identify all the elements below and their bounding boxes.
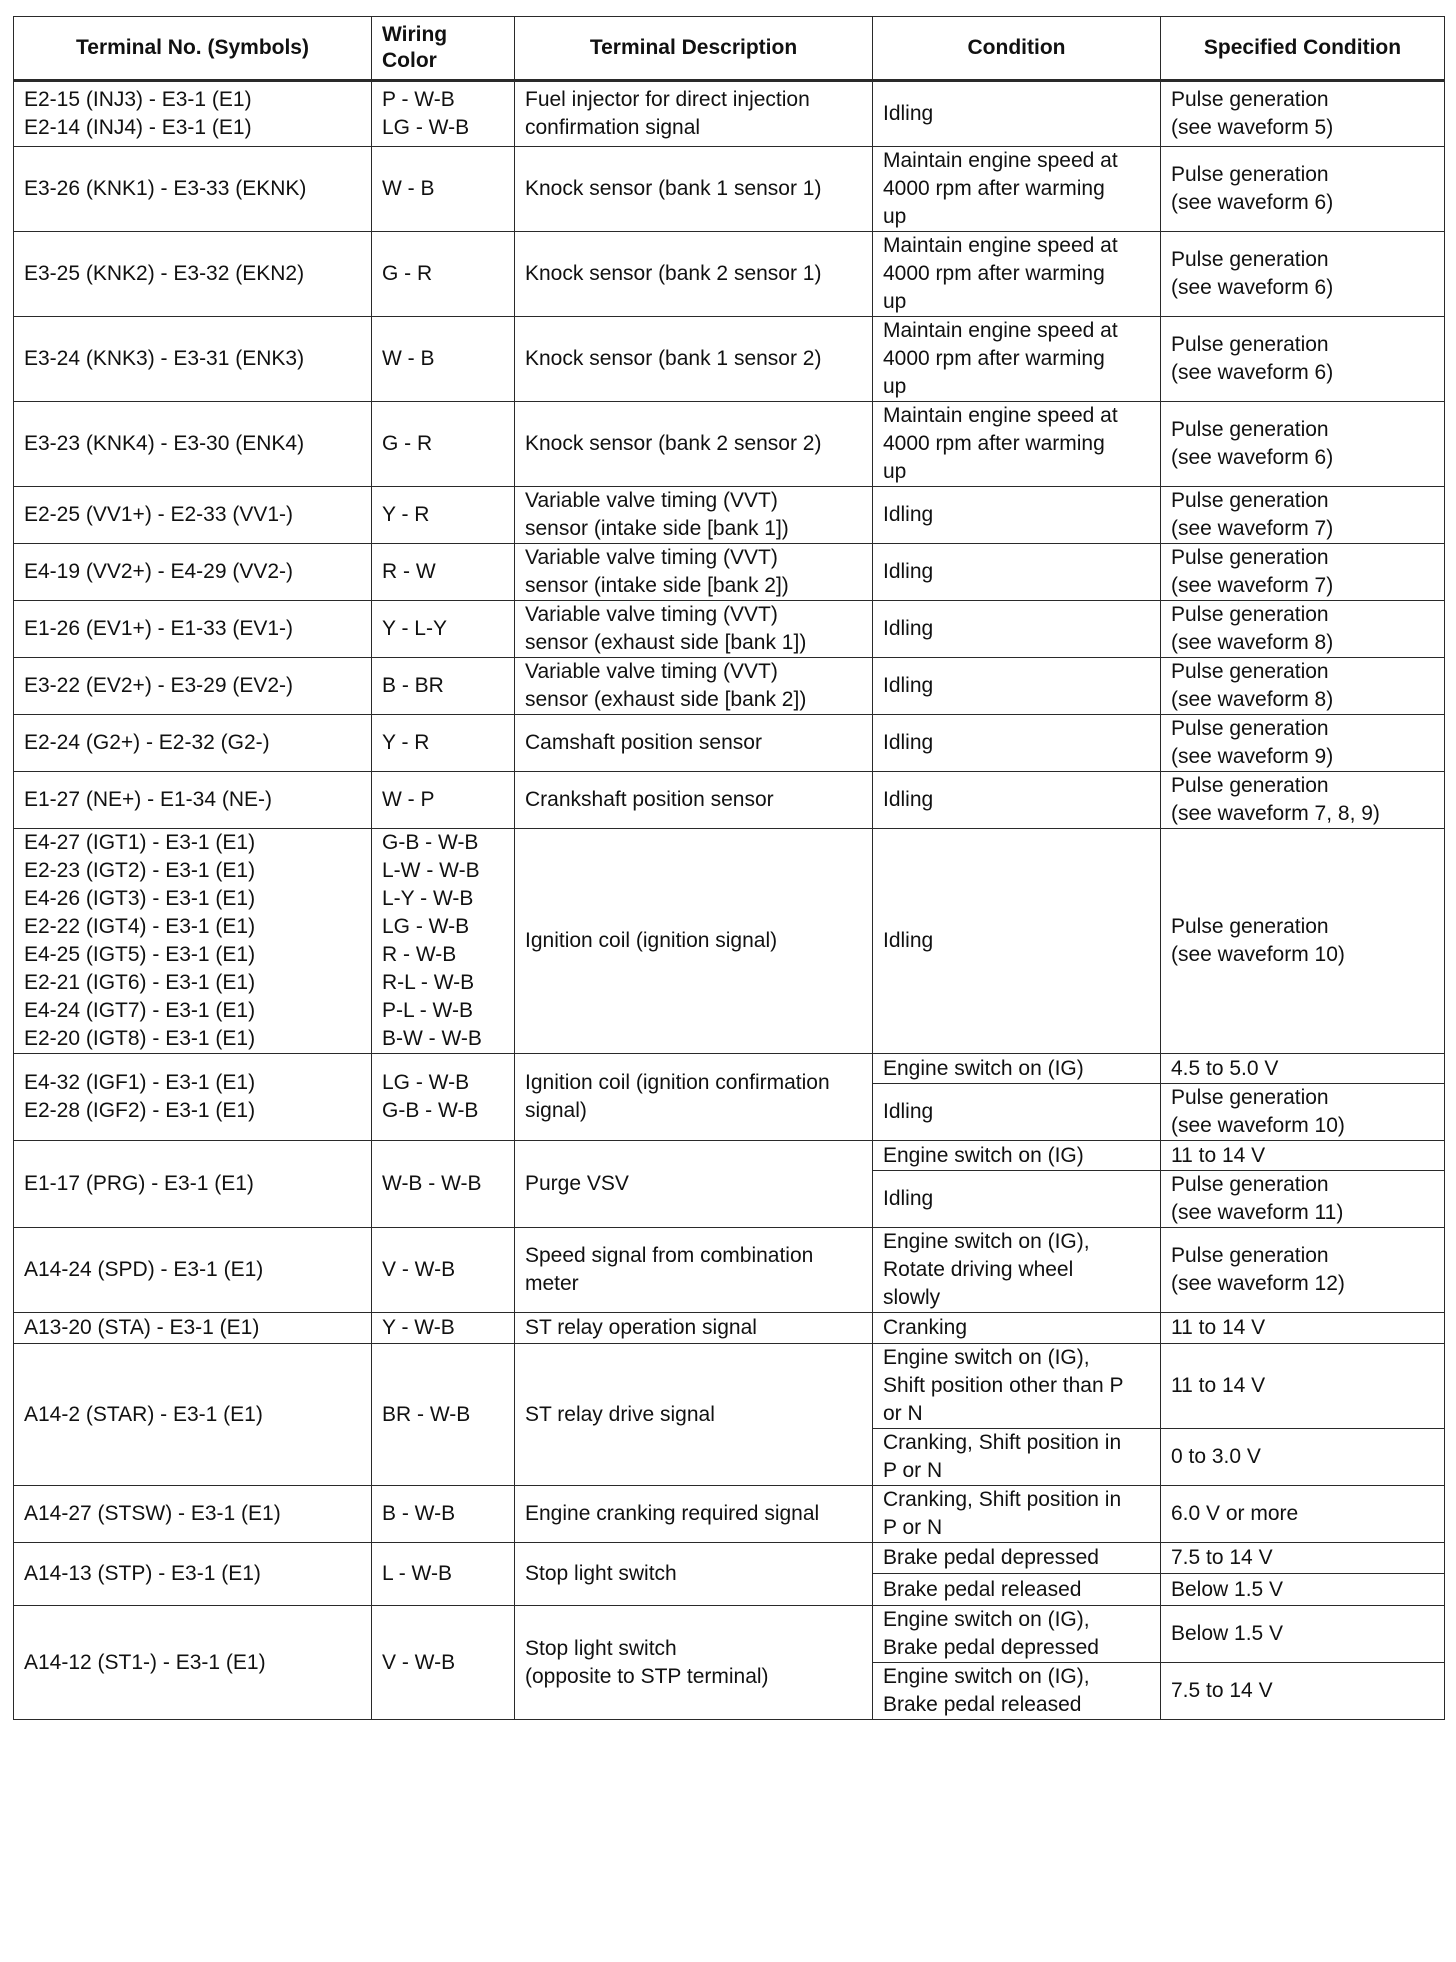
condition-cell: Idling <box>873 772 1161 829</box>
specified-condition-cell: Pulse generation (see waveform 7) <box>1161 544 1445 601</box>
specified-condition-cell: Pulse generation (see waveform 8) <box>1161 601 1445 658</box>
condition-cell: Engine switch on (IG), Brake pedal depressed <box>873 1606 1161 1663</box>
terminal-cell: E2-24 (G2+) - E2-32 (G2-) <box>14 715 372 772</box>
wiring-color-cell: G - R <box>372 232 515 317</box>
wiring-color-cell: W - B <box>372 317 515 402</box>
terminal-cell: E1-26 (EV1+) - E1-33 (EV1-) <box>14 601 372 658</box>
wiring-color-cell: W - B <box>372 147 515 232</box>
wiring-color-cell: V - W-B <box>372 1228 515 1313</box>
condition-cell: Cranking <box>873 1313 1161 1344</box>
specified-condition-cell: 0 to 3.0 V <box>1161 1429 1445 1486</box>
specified-condition-cell: Pulse generation (see waveform 6) <box>1161 402 1445 487</box>
wiring-color-cell: BR - W-B <box>372 1344 515 1486</box>
description-cell: Variable valve timing (VVT) sensor (intake side [bank 2]) <box>515 544 873 601</box>
specified-condition-cell: 7.5 to 14 V <box>1161 1663 1445 1720</box>
description-cell: Knock sensor (bank 2 sensor 1) <box>515 232 873 317</box>
description-cell: ST relay drive signal <box>515 1344 873 1486</box>
condition-cell: Cranking, Shift position in P or N <box>873 1429 1161 1486</box>
condition-cell: Idling <box>873 601 1161 658</box>
condition-cell: Idling <box>873 715 1161 772</box>
table-row <box>14 772 1445 829</box>
table-row <box>14 1054 1445 1084</box>
description-cell: Speed signal from combination meter <box>515 1228 873 1313</box>
table-row <box>14 402 1445 487</box>
condition-cell: Idling <box>873 1084 1161 1141</box>
terminal-cell: A13-20 (STA) - E3-1 (E1) <box>14 1313 372 1344</box>
specified-condition-cell: 6.0 V or more <box>1161 1486 1445 1543</box>
table-row <box>14 317 1445 402</box>
condition-cell: Engine switch on (IG) <box>873 1141 1161 1171</box>
header-description: Terminal Description <box>515 17 873 81</box>
condition-cell: Idling <box>873 544 1161 601</box>
specified-condition-cell: Pulse generation (see waveform 5) <box>1161 81 1445 147</box>
header-row <box>14 17 1445 81</box>
specified-condition-cell: Pulse generation (see waveform 10) <box>1161 1084 1445 1141</box>
description-cell: Variable valve timing (VVT) sensor (exhaust side [bank 2]) <box>515 658 873 715</box>
specified-condition-cell: Pulse generation (see waveform 11) <box>1161 1171 1445 1228</box>
wiring-color-cell: G - R <box>372 402 515 487</box>
terminal-spec-table <box>13 16 1445 1720</box>
terminal-cell: A14-24 (SPD) - E3-1 (E1) <box>14 1228 372 1313</box>
description-cell: Stop light switch <box>515 1543 873 1606</box>
table-row <box>14 1313 1445 1344</box>
description-cell: Crankshaft position sensor <box>515 772 873 829</box>
specified-condition-cell: 4.5 to 5.0 V <box>1161 1054 1445 1084</box>
condition-cell: Brake pedal depressed <box>873 1543 1161 1574</box>
terminal-cell: E1-17 (PRG) - E3-1 (E1) <box>14 1141 372 1228</box>
condition-cell: Brake pedal released <box>873 1574 1161 1606</box>
terminal-cell: E3-24 (KNK3) - E3-31 (ENK3) <box>14 317 372 402</box>
terminal-cell: E3-25 (KNK2) - E3-32 (EKN2) <box>14 232 372 317</box>
table-body <box>14 81 1445 1720</box>
wiring-color-cell: W - P <box>372 772 515 829</box>
condition-cell: Maintain engine speed at 4000 rpm after warming up <box>873 317 1161 402</box>
wiring-color-cell: Y - L-Y <box>372 601 515 658</box>
specified-condition-cell: Pulse generation (see waveform 8) <box>1161 658 1445 715</box>
terminal-cell: E4-19 (VV2+) - E4-29 (VV2-) <box>14 544 372 601</box>
description-cell: Knock sensor (bank 2 sensor 2) <box>515 402 873 487</box>
table-row <box>14 487 1445 544</box>
table-row <box>14 1228 1445 1313</box>
table-row <box>14 1606 1445 1663</box>
terminal-cell: A14-12 (ST1-) - E3-1 (E1) <box>14 1606 372 1720</box>
table-row <box>14 829 1445 1054</box>
wiring-color-cell: LG - W-B G-B - W-B <box>372 1054 515 1141</box>
wiring-color-cell: W-B - W-B <box>372 1141 515 1228</box>
description-cell: Stop light switch (opposite to STP terminal) <box>515 1606 873 1720</box>
condition-cell: Idling <box>873 658 1161 715</box>
table-row <box>14 544 1445 601</box>
table-row <box>14 1344 1445 1429</box>
table-row <box>14 147 1445 232</box>
wiring-color-cell: Y - R <box>372 715 515 772</box>
wiring-color-cell: Y - R <box>372 487 515 544</box>
specified-condition-cell: Pulse generation (see waveform 10) <box>1161 829 1445 1054</box>
table-row <box>14 658 1445 715</box>
condition-cell: Engine switch on (IG), Brake pedal released <box>873 1663 1161 1720</box>
description-cell: Knock sensor (bank 1 sensor 1) <box>515 147 873 232</box>
description-cell: Variable valve timing (VVT) sensor (exhaust side [bank 1]) <box>515 601 873 658</box>
description-cell: Variable valve timing (VVT) sensor (intake side [bank 1]) <box>515 487 873 544</box>
condition-cell: Idling <box>873 1171 1161 1228</box>
wiring-color-cell: B - W-B <box>372 1486 515 1543</box>
table-row <box>14 1486 1445 1543</box>
table-row <box>14 601 1445 658</box>
specified-condition-cell: 7.5 to 14 V <box>1161 1543 1445 1574</box>
terminal-cell: E4-27 (IGT1) - E3-1 (E1) E2-23 (IGT2) - E3-1 (E1) E4-26 (IGT3) - E3-1 (E1) E2-22 (IGT4) - E3-1 (E1) E4-25 (IGT5) - E3-1 (E1) E2-21 (IGT6) - E3-1 (E1) E4-24 (IGT7) - E3-1 (E1) E2-20 (IGT8) - E3-1 (E1) <box>14 829 372 1054</box>
specified-condition-cell: Below 1.5 V <box>1161 1606 1445 1663</box>
specified-condition-cell: Pulse generation (see waveform 9) <box>1161 715 1445 772</box>
condition-cell: Maintain engine speed at 4000 rpm after warming up <box>873 402 1161 487</box>
description-cell: Ignition coil (ignition signal) <box>515 829 873 1054</box>
header-terminal: Terminal No. (Symbols) <box>14 17 372 81</box>
specified-condition-cell: 11 to 14 V <box>1161 1141 1445 1171</box>
wiring-color-cell: G-B - W-B L-W - W-B L-Y - W-B LG - W-B R - W-B R-L - W-B P-L - W-B B-W - W-B <box>372 829 515 1054</box>
specified-condition-cell: Below 1.5 V <box>1161 1574 1445 1606</box>
terminal-cell: E4-32 (IGF1) - E3-1 (E1) E2-28 (IGF2) - E3-1 (E1) <box>14 1054 372 1141</box>
terminal-cell: E2-15 (INJ3) - E3-1 (E1) E2-14 (INJ4) - E3-1 (E1) <box>14 81 372 147</box>
condition-cell: Idling <box>873 829 1161 1054</box>
specified-condition-cell: Pulse generation (see waveform 12) <box>1161 1228 1445 1313</box>
description-cell: Camshaft position sensor <box>515 715 873 772</box>
header-condition: Condition <box>873 17 1161 81</box>
description-cell: Engine cranking required signal <box>515 1486 873 1543</box>
wiring-color-cell: V - W-B <box>372 1606 515 1720</box>
condition-cell: Maintain engine speed at 4000 rpm after warming up <box>873 232 1161 317</box>
terminal-cell: A14-27 (STSW) - E3-1 (E1) <box>14 1486 372 1543</box>
wiring-color-cell: L - W-B <box>372 1543 515 1606</box>
description-cell: Fuel injector for direct injection confirmation signal <box>515 81 873 147</box>
description-cell: Knock sensor (bank 1 sensor 2) <box>515 317 873 402</box>
header-specified: Specified Condition <box>1161 17 1445 81</box>
specified-condition-cell: Pulse generation (see waveform 7, 8, 9) <box>1161 772 1445 829</box>
condition-cell: Cranking, Shift position in P or N <box>873 1486 1161 1543</box>
specified-condition-cell: Pulse generation (see waveform 7) <box>1161 487 1445 544</box>
terminal-spec-page <box>13 16 1444 1720</box>
terminal-cell: E3-23 (KNK4) - E3-30 (ENK4) <box>14 402 372 487</box>
condition-cell: Engine switch on (IG) <box>873 1054 1161 1084</box>
terminal-cell: A14-2 (STAR) - E3-1 (E1) <box>14 1344 372 1486</box>
description-cell: Ignition coil (ignition confirmation signal) <box>515 1054 873 1141</box>
condition-cell: Engine switch on (IG), Rotate driving wheel slowly <box>873 1228 1161 1313</box>
table-row <box>14 1543 1445 1574</box>
terminal-cell: E3-26 (KNK1) - E3-33 (EKNK) <box>14 147 372 232</box>
specified-condition-cell: Pulse generation (see waveform 6) <box>1161 317 1445 402</box>
table-row <box>14 715 1445 772</box>
condition-cell: Engine switch on (IG), Shift position other than P or N <box>873 1344 1161 1429</box>
terminal-cell: E3-22 (EV2+) - E3-29 (EV2-) <box>14 658 372 715</box>
table-row <box>14 232 1445 317</box>
table-row <box>14 81 1445 147</box>
wiring-color-cell: Y - W-B <box>372 1313 515 1344</box>
specified-condition-cell: Pulse generation (see waveform 6) <box>1161 147 1445 232</box>
wiring-color-cell: B - BR <box>372 658 515 715</box>
table-row <box>14 1141 1445 1171</box>
wiring-color-cell: P - W-B LG - W-B <box>372 81 515 147</box>
description-cell: Purge VSV <box>515 1141 873 1228</box>
description-cell: ST relay operation signal <box>515 1313 873 1344</box>
condition-cell: Idling <box>873 81 1161 147</box>
condition-cell: Idling <box>873 487 1161 544</box>
terminal-cell: A14-13 (STP) - E3-1 (E1) <box>14 1543 372 1606</box>
condition-cell: Maintain engine speed at 4000 rpm after warming up <box>873 147 1161 232</box>
terminal-cell: E1-27 (NE+) - E1-34 (NE-) <box>14 772 372 829</box>
wiring-color-cell: R - W <box>372 544 515 601</box>
specified-condition-cell: 11 to 14 V <box>1161 1344 1445 1429</box>
specified-condition-cell: 11 to 14 V <box>1161 1313 1445 1344</box>
terminal-cell: E2-25 (VV1+) - E2-33 (VV1-) <box>14 487 372 544</box>
header-wiring-color: Wiring Color <box>372 17 515 81</box>
specified-condition-cell: Pulse generation (see waveform 6) <box>1161 232 1445 317</box>
